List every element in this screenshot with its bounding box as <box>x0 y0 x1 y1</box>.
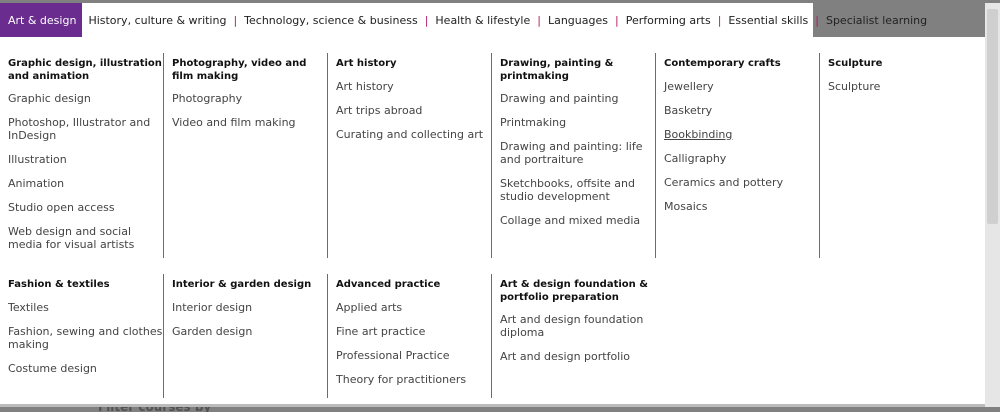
nav-separator: | <box>233 13 238 27</box>
menu-link[interactable]: Costume design <box>8 361 97 375</box>
menu-link[interactable]: Printmaking <box>500 116 567 129</box>
column-heading: Advanced practice <box>336 279 441 290</box>
menu-column-art-history <box>328 53 492 258</box>
menu-link[interactable]: Sketchbooks, offsite and studio development <box>500 177 635 203</box>
menu-link-hovered[interactable]: Bookbinding <box>664 127 733 141</box>
column-heading: Drawing, painting & printmaking <box>500 58 614 82</box>
column-heading: Fashion & textiles <box>8 279 110 290</box>
menu-link[interactable]: Web design and social media for visual artists <box>8 225 135 251</box>
nav-tab-essential-skills[interactable]: Essential skills <box>728 13 809 27</box>
menu-link[interactable]: Drawing and painting <box>500 92 619 105</box>
nav-separator: | <box>717 13 722 27</box>
column-heading: Contemporary crafts <box>664 58 781 69</box>
column-heading: Graphic design, illustration and animation <box>8 58 162 82</box>
column-heading: Art history <box>336 58 397 69</box>
menu-link[interactable]: Art and design portfolio <box>500 350 631 363</box>
nav-separator: | <box>424 13 429 27</box>
menu-column-drawing-painting <box>492 53 656 258</box>
menu-link[interactable]: Fashion, sewing and clothes making <box>8 324 163 351</box>
menu-link[interactable]: Interior design <box>172 300 253 314</box>
menu-link[interactable]: Illustration <box>8 153 67 166</box>
nav-tab-languages[interactable]: Languages <box>547 13 608 27</box>
column-heading: Art & design foundation & portfolio preparation <box>500 279 648 303</box>
menu-link[interactable]: Video and film making <box>172 116 296 129</box>
menu-link[interactable]: Art history <box>336 79 394 93</box>
menu-link[interactable]: Textiles <box>8 300 49 314</box>
menu-link[interactable]: Graphic design <box>8 92 91 105</box>
menu-link[interactable]: Photography <box>172 92 243 105</box>
menu-link[interactable]: Sculpture <box>828 79 881 93</box>
nav-tab-history-culture-writing[interactable]: History, culture & writing <box>88 13 227 27</box>
menu-link[interactable]: Ceramics and pottery <box>664 175 784 189</box>
nav-separator: | <box>815 13 819 27</box>
menu-row <box>0 53 985 258</box>
menu-link[interactable]: Collage and mixed media <box>500 214 641 227</box>
menu-link[interactable]: Art and design foundation diploma <box>500 313 644 339</box>
menu-link[interactable]: Professional Practice <box>336 348 450 362</box>
menu-column-advanced-practice <box>328 274 492 398</box>
nav-separator: | <box>537 13 541 27</box>
menu-column-interior-garden <box>164 274 328 398</box>
nav-tab-specialist-learning[interactable]: Specialist learning <box>825 13 928 27</box>
menu-link[interactable]: Applied arts <box>336 300 403 314</box>
menu-link[interactable]: Fine art practice <box>336 324 426 338</box>
menu-column-graphic-design <box>0 53 164 258</box>
menu-link[interactable]: Photoshop, Illustrator and InDesign <box>8 116 151 142</box>
menu-link[interactable]: Art trips abroad <box>336 103 423 117</box>
nav-separator: | <box>614 13 619 27</box>
column-heading: Interior & garden design <box>172 279 312 290</box>
menu-link[interactable]: Basketry <box>664 103 713 117</box>
menu-link[interactable]: Mosaics <box>664 199 708 213</box>
top-navigation <box>0 3 928 37</box>
menu-row <box>0 274 985 398</box>
menu-link[interactable]: Jewellery <box>664 79 714 93</box>
menu-column-foundation-portfolio <box>492 274 656 398</box>
mega-menu-panel <box>0 37 985 407</box>
menu-link[interactable]: Theory for practitioners <box>336 372 467 386</box>
menu-link[interactable]: Studio open access <box>8 201 115 214</box>
menu-column-sculpture <box>820 53 984 258</box>
menu-column-contemporary-crafts <box>656 53 820 258</box>
menu-link[interactable]: Animation <box>8 177 65 190</box>
column-heading: Photography, video and film making <box>172 58 307 82</box>
nav-tab-art-design[interactable]: Art & design <box>0 3 82 37</box>
menu-column-fashion-textiles <box>0 274 164 398</box>
column-heading: Sculpture <box>828 58 883 69</box>
menu-link[interactable]: Drawing and painting: life and portraiture <box>500 140 643 166</box>
nav-tab-health-lifestyle[interactable]: Health & lifestyle <box>435 13 531 27</box>
nav-tab-performing-arts[interactable]: Performing arts <box>625 13 711 27</box>
menu-link[interactable]: Garden design <box>172 324 253 338</box>
nav-tab-technology-science-business[interactable]: Technology, science & business <box>244 13 418 27</box>
menu-column-photography <box>164 53 328 258</box>
menu-link[interactable]: Curating and collecting art <box>336 127 484 141</box>
scrollbar-thumb[interactable] <box>987 9 998 224</box>
menu-link[interactable]: Calligraphy <box>664 151 727 165</box>
vertical-scrollbar[interactable] <box>985 3 1000 407</box>
